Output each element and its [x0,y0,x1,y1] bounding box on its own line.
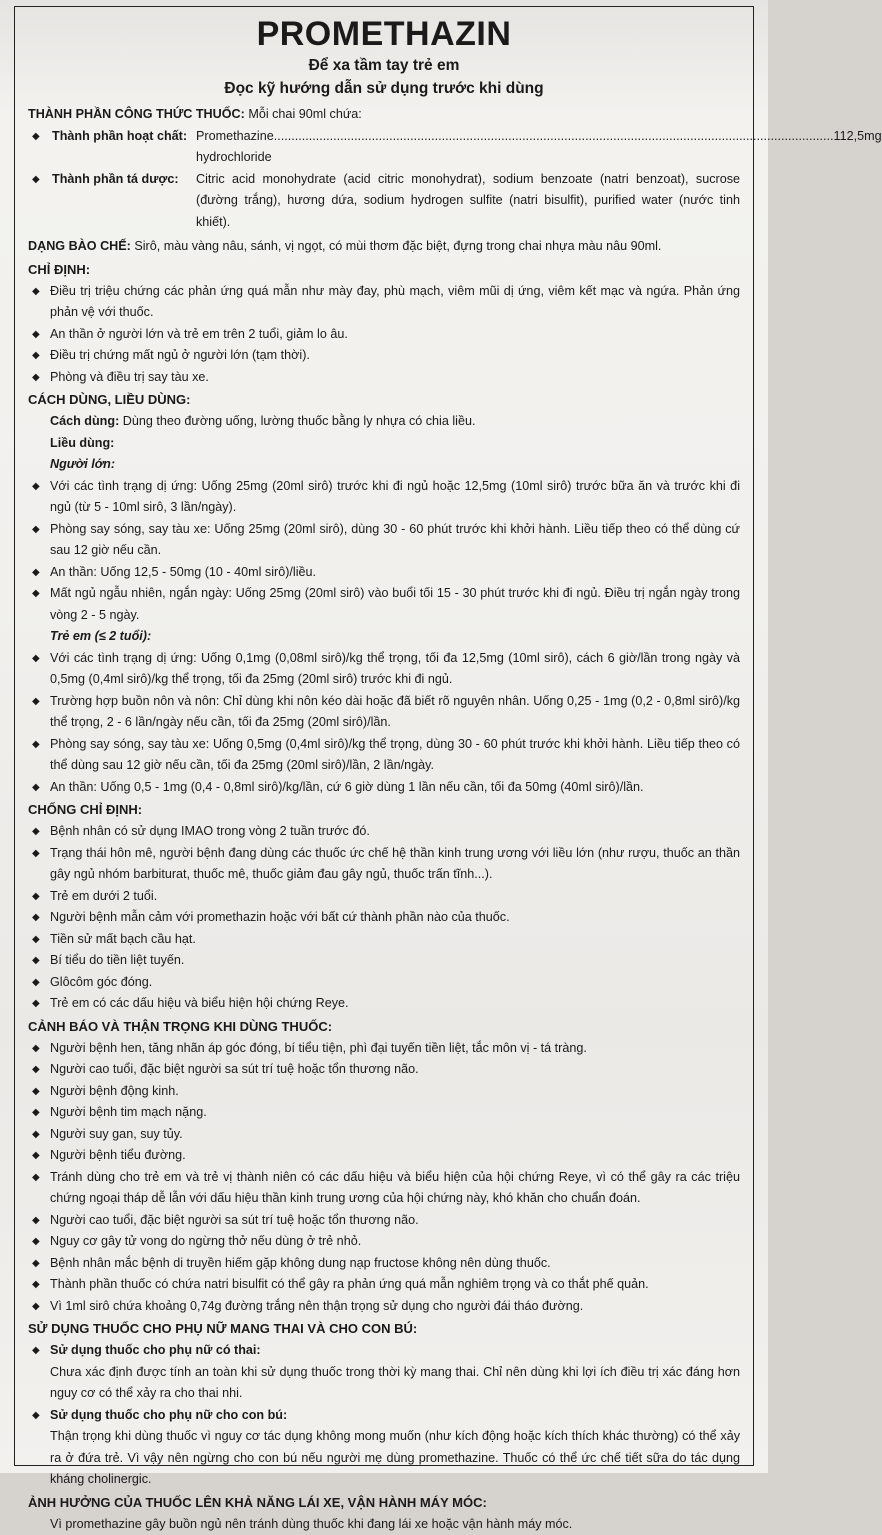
active-ingredient-name: Promethazine hydrochloride [196,126,274,169]
pregnancy-heading: SỬ DỤNG THUỐC CHO PHỤ NỮ MANG THAI VÀ CHO CON BÚ: [28,1318,740,1340]
read-instructions-notice: Đọc kỹ hướng dẫn sử dụng trước khi dùng [28,77,740,100]
list-item: ◆ Người suy gan, suy tủy. [28,1124,740,1146]
composition-intro: Mỗi chai 90ml chứa: [248,107,361,121]
active-ingredient-amount: 112,5mg [834,126,882,169]
active-ingredient-row [28,126,740,169]
list-item: ◆ Điều trị triệu chứng các phản ứng quá mẫn như mày đay, phù mạch, viêm mũi dị ứng, viêm kết mạc và ngứa. Phản ứng phản vệ với thuốc. [28,281,740,324]
list-item: ◆ Tránh dùng cho trẻ em và trẻ vị thành niên có các dấu hiệu và biểu hiện của hội chứng Reye, vì có thể gây ra các triệu chứng ngoại tháp dễ lẫn với dấu hiệu thần kinh trung ương của hội chứng này, khó khăn cho chuẩn đoán. [28,1167,740,1210]
list-item: ◆ Vì 1ml sirô chứa khoảng 0,74g đường trắng nên thận trọng sử dụng cho người đái tháo đường. [28,1296,740,1318]
pregnant-text: Chưa xác định được tính an toàn khi sử dụng thuốc trong thời kỳ mang thai. Chỉ nên dùng khi lợi ích điều trị xác đáng hơn nguy cơ có thể xảy ra cho thai nhi. [28,1362,740,1405]
list-item: ◆ Glôcôm góc đóng. [28,972,740,994]
list-item: ◆ Bệnh nhân mắc bệnh di truyền hiếm gặp không dung nạp fructose không nên dùng thuốc. [28,1253,740,1275]
list-item: ◆ Trẻ em có các dấu hiệu và biểu hiện hội chứng Reye. [28,993,740,1015]
list-item: ◆ Người bệnh tim mạch nặng. [28,1102,740,1124]
keep-away-notice: Để xa tầm tay trẻ em [28,54,740,77]
indications-heading: CHỈ ĐỊNH: [28,259,740,281]
list-item: ◆ Bệnh nhân có sử dụng IMAO trong vòng 2 tuần trước đó. [28,821,740,843]
list-item: ◆ Tiền sử mất bạch cầu hạt. [28,929,740,951]
list-item: ◆ Người bệnh mẫn cảm với promethazin hoặc với bất cứ thành phần nào của thuốc. [28,907,740,929]
driving-heading: ẢNH HƯỞNG CỦA THUỐC LÊN KHẢ NĂNG LÁI XE, VẬN HÀNH MÁY MÓC: [28,1492,740,1514]
list-item: ◆ Với các tình trạng dị ứng: Uống 25mg (20ml sirô) trước khi đi ngủ hoặc 12,5mg (10ml sirô) trước bữa ăn và trước khi đi ngủ (từ 5 - 10ml sirô, 3 lần/ngày). [28,476,740,519]
contraindications-list [28,821,740,1015]
composition-heading: THÀNH PHẦN CÔNG THỨC THUỐC: [28,107,245,121]
adult-dose-list [28,476,740,627]
composition-section [28,104,740,233]
warnings-list [28,1038,740,1318]
adult-label: Người lớn: [28,454,740,476]
list-item: ◆ Thành phần thuốc có chứa natri bisulfit có thể gây ra phản ứng quá mẫn nghiêm trọng và co thắt phế quản. [28,1274,740,1296]
dosage-form-heading: DẠNG BÀO CHẾ: [28,239,131,253]
leader-dots [274,126,834,169]
child-dose-list [28,648,740,799]
list-item: ◆ Với các tình trạng dị ứng: Uống 0,1mg (0,08ml sirô)/kg thể trọng, tối đa 12,5mg (10ml sirô), cách 6 giờ/lần trong ngày và 0,5mg (0,4ml sirô)/kg thể trọng, tối đa 25mg (20ml sirô) trước khi đi ngủ. [28,648,740,691]
list-item: ◆ Trường hợp buồn nôn và nôn: Chỉ dùng khi nôn kéo dài hoặc đã biết rõ nguyên nhân. Uống 0,25 - 1mg (0,2 - 0,8ml sirô)/kg thể trọng, 2 - 6 lần/ngày nếu cần, tối đa 25mg (20ml sirô)/lần. [28,691,740,734]
excipient-label: ◆ Thành phần tá dược: [52,169,196,234]
list-item: ◆ Phòng say sóng, say tàu xe: Uống 25mg (20ml sirô), dùng 30 - 60 phút trước khi khởi hành. Liều tiếp theo có thể dùng cứ sau 12 giờ nếu cần. [28,519,740,562]
pregnant-label: ◆ Sử dụng thuốc cho phụ nữ có thai: [28,1340,740,1362]
usage-row [28,411,740,433]
usage-text: Dùng theo đường uống, lường thuốc bằng ly nhựa có chia liều. [123,414,476,428]
contraindications-heading: CHỐNG CHỈ ĐỊNH: [28,799,740,821]
list-item: ◆ An thần ở người lớn và trẻ em trên 2 tuổi, giảm lo âu. [28,324,740,346]
product-title: PROMETHAZIN [28,16,740,52]
active-ingredient-label: ◆ Thành phần hoạt chất: [52,126,196,169]
list-item: ◆ Người bệnh hen, tăng nhãn áp góc đóng, bí tiểu tiện, phì đại tuyến tiền liệt, tắc môn vị - tá tràng. [28,1038,740,1060]
list-item: ◆ An thần: Uống 12,5 - 50mg (10 - 40ml sirô)/liều. [28,562,740,584]
warnings-heading: CẢNH BÁO VÀ THẬN TRỌNG KHI DÙNG THUỐC: [28,1016,740,1038]
excipient-row [28,169,740,234]
list-item: ◆ Người bệnh động kinh. [28,1081,740,1103]
dosage-form-section [28,236,740,258]
dose-label: Liều dùng: [28,433,740,455]
list-item: ◆ Trạng thái hôn mê, người bệnh đang dùng các thuốc ức chế hệ thần kinh trung ương với liều lớn (như rượu, thuốc an thần gây ngủ nhóm barbiturat, thuốc mê, thuốc giảm đau gây ngủ, thuốc trấn tĩnh...). [28,843,740,886]
excipient-text: Citric acid monohydrate (acid citric monohydrat), sodium benzoate (natri benzoat), sucrose (đường trắng), hương dứa, sodium hydrogen sulfite (natri bisulfit), purified water (nước tinh khiết). [196,169,740,234]
usage-label: Cách dùng: [50,414,119,428]
list-item: ◆ Mất ngủ ngẫu nhiên, ngắn ngày: Uống 25mg (20ml sirô) vào buổi tối 15 - 30 phút trước khi đi ngủ. Điều trị ngắn ngày trong vòng 2 - 5 ngày. [28,583,740,626]
dosage-heading: CÁCH DÙNG, LIỀU DÙNG: [28,389,740,411]
list-item: ◆ Phòng và điều trị say tàu xe. [28,367,740,389]
list-item: ◆ Điều trị chứng mất ngủ ở người lớn (tạm thời). [28,345,740,367]
list-item: ◆ Người cao tuổi, đặc biệt người sa sút trí tuệ hoặc tổn thương não. [28,1210,740,1232]
dosage-form-text: Sirô, màu vàng nâu, sánh, vị ngọt, có mùi thơm đặc biệt, đựng trong chai nhựa màu nâu 90ml. [134,239,661,253]
list-item: ◆ Bí tiểu do tiền liệt tuyến. [28,950,740,972]
list-item: ◆ Trẻ em dưới 2 tuổi. [28,886,740,908]
child-label: Trẻ em (≤ 2 tuổi): [28,626,740,648]
driving-text: Vì promethazine gây buồn ngủ nên tránh dùng thuốc khi đang lái xe hoặc vận hành máy móc. [28,1514,740,1535]
list-item: ◆ Người cao tuổi, đặc biệt người sa sút trí tuệ hoặc tổn thương não. [28,1059,740,1081]
list-item: ◆ An thần: Uống 0,5 - 1mg (0,4 - 0,8ml sirô)/kg/lần, cứ 6 giờ dùng 1 lần nếu cần, tối đa 50mg (40ml sirô)/lần. [28,777,740,799]
nursing-text: Thận trọng khi dùng thuốc vì nguy cơ tác dụng không mong muốn (như kích động hoặc kích thích khác thường) có thể xảy ra ở đứa trẻ. Vì vậy nên ngừng cho con bú nếu người mẹ dùng promethazine. Thuốc có thể ức chế tiết sữa do tác dụng kháng cholinergic. [28,1426,740,1491]
leaflet-content [28,16,740,1535]
list-item: ◆ Phòng say sóng, say tàu xe: Uống 0,5mg (0,4ml sirô)/kg thể trọng, dùng 30 - 60 phút trước khi khởi hành. Liều tiếp theo có thể dùng sau 12 giờ nếu cần, tối đa 25mg (20ml sirô)/lần, 2 lần/ngày. [28,734,740,777]
indications-list [28,281,740,389]
list-item: ◆ Nguy cơ gây tử vong do ngừng thở nếu dùng ở trẻ nhỏ. [28,1231,740,1253]
list-item: ◆ Người bệnh tiểu đường. [28,1145,740,1167]
nursing-label: ◆ Sử dụng thuốc cho phụ nữ cho con bú: [28,1405,740,1427]
